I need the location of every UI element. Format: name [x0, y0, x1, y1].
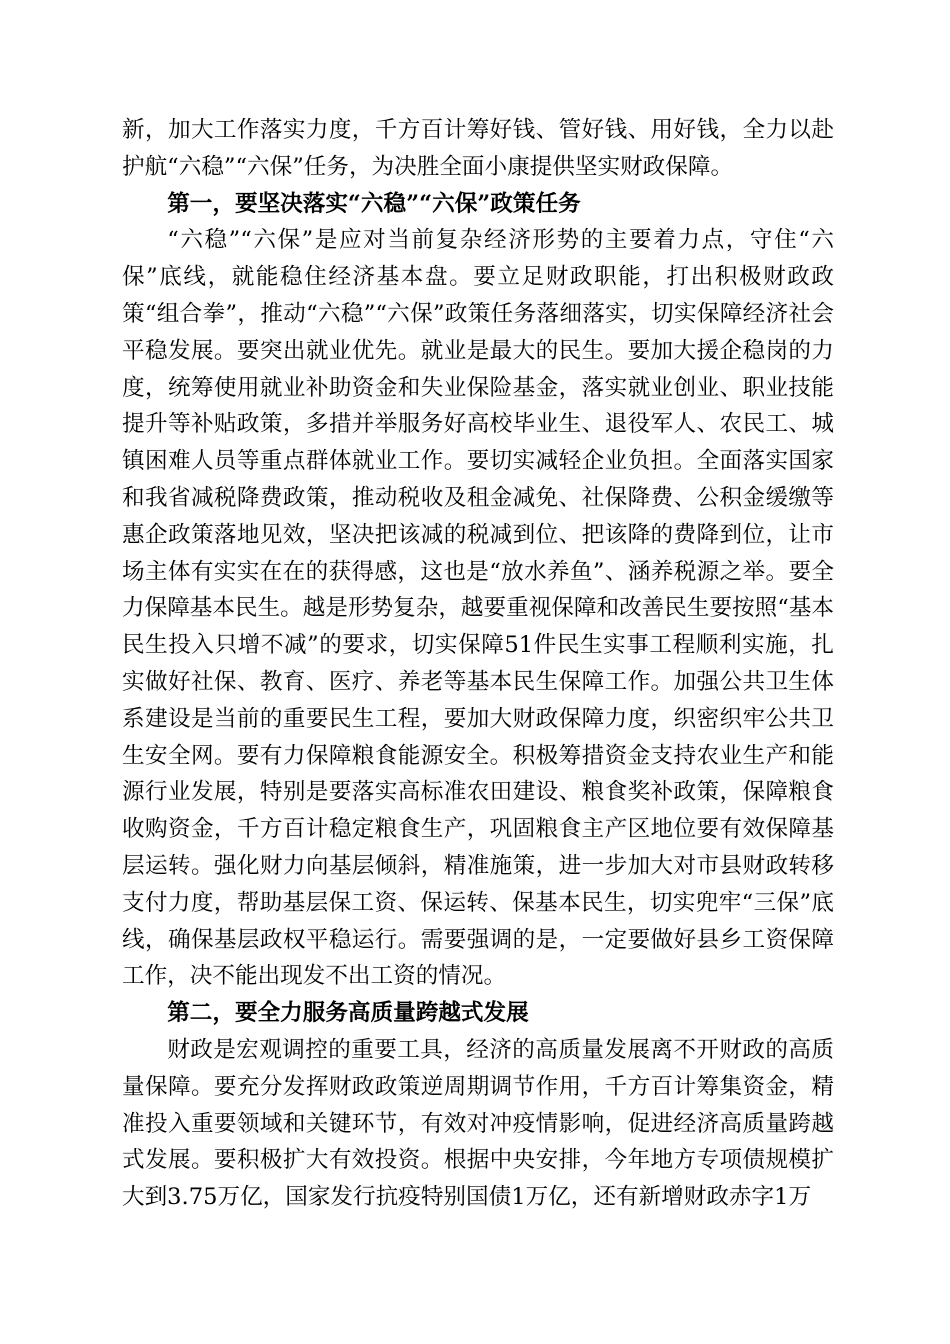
section-heading-first: 第一，要坚决落实“六稳”“六保”政策任务: [167, 190, 581, 217]
document-page: [122, 112, 834, 1216]
section-heading-second: 第二，要全力服务高质量跨越式发展: [167, 1000, 529, 1027]
paragraph-section-first-body: “六稳”“六保”是应对当前复杂经济形势的主要着力点，守住“六保”底线，就能稳住经济基本盘。要立足财政职能，打出积极财政政策“组合拳”，推动“六稳”“六保”政策任务落细落实，切实保障经济社会平稳发展。要突出就业优先。就业是最大的民生。要加大援企稳岗的力度，统筹使用就业补助资金和失业保险基金，落实就业创业、职业技能提升等补贴政策，多措并举服务好高校毕业生、退役军人、农民工、城镇困难人员等重点群体就业工作。要切实减轻企业负担。全面落实国家和我省减税降费政策，推动税收及租金减免、社保降费、公积金缓缴等惠企政策落地见效，坚决把该减的税减到位、把该降的费降到位，让市场主体有实实在在的获得感，这也是“放水养鱼”、涵养税源之举。要全力保障基本民生。越是形势复杂，越要重视保障和改善民生要按照“基本民生投入只增不减”的要求，切实保障51件民生实事工程顺利实施，扎实做好社保、教育、医疗、养老等基本民生保障工作。加强公共卫生体系建设是当前的重要民生工程，要加大财政保障力度，织密织牢公共卫生安全网。要有力保障粮食能源安全。积极筹措资金支持农业生产和能源行业发展，特别是要落实高标准农田建设、粮食奖补政策，保障粮食收购资金，千方百计稳定粮食生产，巩固粮食主产区地位要有效保障基层运转。强化财力向基层倾斜，精准施策，进一步加大对市县财政转移支付力度，帮助基层保工资、保运转、保基本民生，切实兜牢“三保”底线，确保基层政权平稳运行。需要强调的是，一定要做好县乡工资保障工作，决不能出现发不出工资的情况。: [122, 227, 834, 990]
paragraph-section-second-body: 财政是宏观调控的重要工具，经济的高质量发展离不开财政的高质量保障。要充分发挥财政政策逆周期调节作用，千方百计筹集资金，精准投入重要领域和关键环节，有效对冲疫情影响，促进经济高质量跨越式发展。要积极扩大有效投资。根据中央安排，今年地方专项债规模扩大到3.75万亿，国家发行抗疫特别国债1万亿，还有新增财政赤字1万: [122, 1036, 834, 1211]
paragraph-intro-continuation: 新，加大工作落实力度，千方百计筹好钱、管好钱、用好钱，全力以赴护航“六稳”“六保”任务，为决胜全面小康提供坚实财政保障。: [122, 117, 834, 180]
